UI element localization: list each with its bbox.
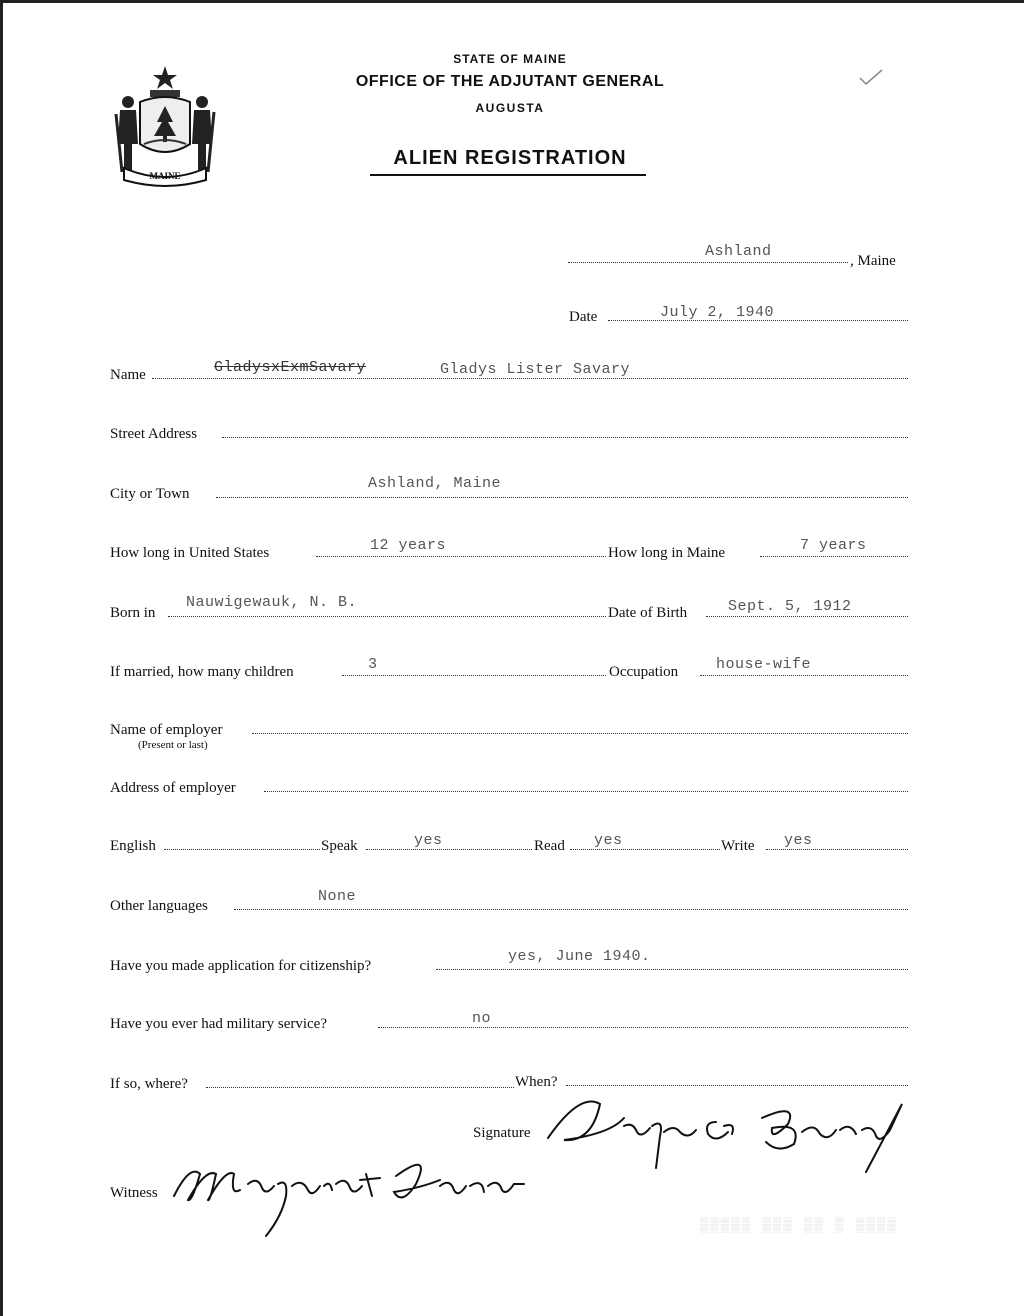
other-languages-line xyxy=(234,909,908,910)
employer-address-line xyxy=(264,791,908,792)
form-title: ALIEN REGISTRATION xyxy=(393,147,627,169)
maine-seal-icon xyxy=(110,62,220,187)
occupation-label: Occupation xyxy=(609,664,679,680)
speak-label: Speak xyxy=(321,838,358,854)
read-label: Read xyxy=(534,838,565,854)
children-label: If married, how many children xyxy=(110,664,294,680)
date-label: Date xyxy=(569,309,598,325)
signature-label: Signature xyxy=(473,1125,531,1141)
english-label: English xyxy=(110,838,156,854)
check-mark-icon xyxy=(856,66,886,88)
occupation-value: house-wife xyxy=(716,656,812,673)
speak-value: yes xyxy=(414,832,443,849)
location-value: Ashland xyxy=(705,243,772,260)
city-value: Ashland, Maine xyxy=(368,475,502,492)
employer-line xyxy=(252,733,908,734)
speak-line xyxy=(366,849,532,850)
employer-address-label: Address of employer xyxy=(110,780,236,796)
header-city: AUGUSTA xyxy=(475,101,545,115)
witness-signature xyxy=(170,1144,532,1240)
children-value: 3 xyxy=(368,656,378,673)
faded-stamp: ▒▒▒▒▒ ▒▒▒ ▒▒ ▒ ▒▒▒▒ xyxy=(700,1218,898,1234)
scan-edge-left xyxy=(0,0,3,1316)
street-address-label: Street Address xyxy=(110,426,198,442)
date-of-birth-line xyxy=(706,616,908,617)
name-label: Name xyxy=(110,367,146,383)
children-line xyxy=(342,675,606,676)
military-line xyxy=(378,1027,908,1028)
date-of-birth-label: Date of Birth xyxy=(608,605,688,621)
born-in-label: Born in xyxy=(110,605,156,621)
location-line xyxy=(568,262,848,263)
where-label: If so, where? xyxy=(110,1076,188,1092)
english-line xyxy=(164,849,320,850)
employer-sublabel: (Present or last) xyxy=(138,739,208,751)
other-languages-value: None xyxy=(318,888,357,905)
city-line xyxy=(216,497,908,498)
citizenship-line xyxy=(436,969,908,970)
scan-edge-top xyxy=(0,0,1024,3)
how-long-us-label: How long in United States xyxy=(110,545,270,561)
name-line xyxy=(152,378,908,379)
military-label: Have you ever had military service? xyxy=(110,1016,327,1032)
how-long-us-line xyxy=(316,556,606,557)
write-line xyxy=(766,849,908,850)
occupation-line xyxy=(700,675,908,676)
read-line xyxy=(570,849,720,850)
title-underline xyxy=(370,174,646,176)
name-value: Gladys Lister Savary xyxy=(440,361,631,378)
header-office: OFFICE OF THE ADJUTANT GENERAL xyxy=(355,73,665,90)
name-struck-value: GladysxExmSavary xyxy=(214,359,367,376)
write-label: Write xyxy=(721,838,755,854)
how-long-maine-line xyxy=(760,556,908,557)
write-value: yes xyxy=(784,832,813,849)
city-label: City or Town xyxy=(110,486,190,502)
header-state: STATE OF MAINE xyxy=(453,52,567,66)
date-of-birth-value: Sept. 5, 1912 xyxy=(728,598,852,615)
citizenship-label: Have you made application for citizenship? xyxy=(110,958,372,974)
born-in-value: Nauwigewauk, N. B. xyxy=(186,594,358,611)
location-suffix: , Maine xyxy=(850,253,896,269)
where-line xyxy=(206,1087,514,1088)
how-long-us-value: 12 years xyxy=(370,537,447,554)
read-value: yes xyxy=(594,832,623,849)
how-long-maine-value: 7 years xyxy=(800,537,867,554)
witness-label: Witness xyxy=(110,1185,158,1201)
how-long-maine-label: How long in Maine xyxy=(608,545,726,561)
applicant-signature xyxy=(540,1082,912,1174)
other-languages-label: Other languages xyxy=(110,898,208,914)
street-address-line xyxy=(222,437,908,438)
born-in-line xyxy=(168,616,606,617)
when-label: When? xyxy=(515,1074,558,1090)
svg-text:MAINE: MAINE xyxy=(149,171,181,181)
employer-label: Name of employer xyxy=(110,722,223,738)
military-value: no xyxy=(472,1010,492,1027)
citizenship-value: yes, June 1940. xyxy=(508,948,651,965)
date-value: July 2, 1940 xyxy=(660,304,775,321)
